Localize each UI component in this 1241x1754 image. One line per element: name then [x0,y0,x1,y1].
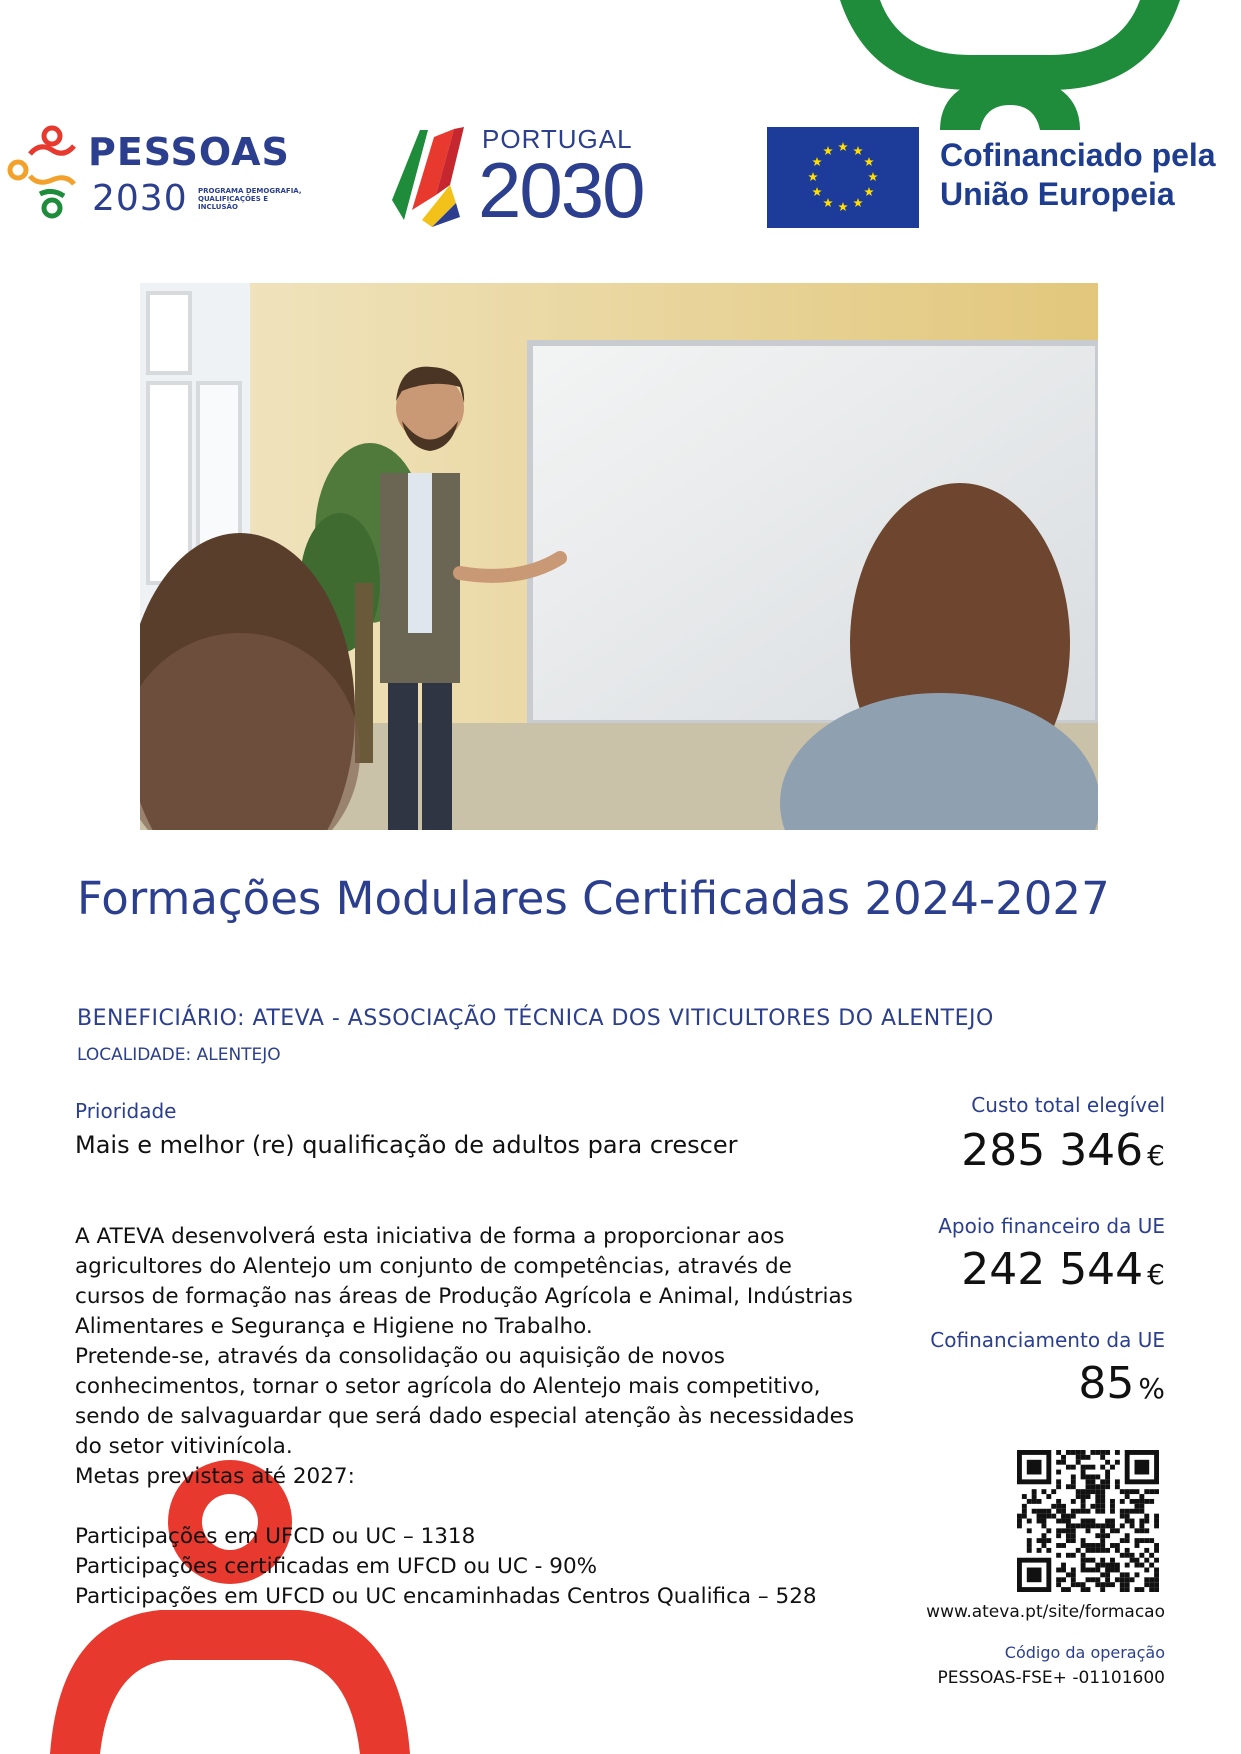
pessoas-logo-year: 2030 [92,178,188,219]
percent-symbol: % [1138,1372,1165,1405]
currency-symbol: € [1147,1139,1165,1172]
eu-support-value [961,1244,1165,1295]
decorative-green-shape [830,0,1190,130]
eu-cofinanced-line1: Cofinanciado pela [940,137,1216,173]
pessoas-logo-word: PESSOAS [88,130,290,174]
description-paragraph: Metas previstas até 2027: [75,1464,355,1489]
goal-item: Participações em UFCD ou UC – 1318 [75,1524,476,1549]
portugal-logo-year: 2030 [478,146,644,234]
total-cost-label: Custo total elegível [971,1093,1165,1117]
operation-code-value: PESSOAS-FSE+ -01101600 [937,1668,1165,1688]
total-cost-value [961,1125,1165,1176]
operation-code-label: Código da operação [1004,1643,1165,1662]
website-link[interactable]: www.ateva.pt/site/formacao [926,1602,1165,1622]
portugal-logo-word: PORTUGAL [482,124,633,154]
description-paragraph: A ATEVA desenvolverá esta iniciativa de forma a proporcionar aos agricultores do Alentejo um conjunto de competências, através de cursos de formação nas áreas de Produção Agrícola e Animal, Indústrias Alimentares e Segurança e Higiene no Trabalho. [75,1224,853,1339]
cofinancing-value [1078,1358,1165,1409]
priority-value: Mais e melhor (re) qualificação de adultos para crescer [75,1131,738,1159]
classroom-photo [140,283,1098,830]
priority-label: Prioridade [75,1099,177,1123]
eu-cofinanced-line2: União Europeia [940,176,1175,212]
total-cost-amount: 285 346 [961,1125,1144,1176]
pessoas-logo-subtitle: PROGRAMA DEMOGRAFIA, QUALIFICAÇÕES E INCLUSÃO [198,187,302,211]
qr-code-icon[interactable] [1017,1450,1159,1592]
beneficiary-line: BENEFICIÁRIO: ATEVA - ASSOCIAÇÃO TÉCNICA DOS VITICULTORES DO ALENTEJO [77,1006,994,1031]
cofinancing-amount: 85 [1078,1358,1135,1409]
page-title: Formações Modulares Certificadas 2024-2027 [77,872,1110,925]
description-block [75,1222,855,1612]
eu-flag-icon [767,127,919,228]
goal-item: Participações em UFCD ou UC encaminhadas Centros Qualifica – 528 [75,1584,817,1609]
locality-line: LOCALIDADE: ALENTEJO [77,1045,281,1065]
goal-item: Participações certificadas em UFCD ou UC - 90% [75,1554,598,1579]
currency-symbol: € [1147,1258,1165,1291]
eu-support-amount: 242 544 [961,1244,1144,1295]
eu-support-label: Apoio financeiro da UE [938,1214,1165,1238]
cofinancing-label: Cofinanciamento da UE [930,1328,1165,1352]
description-paragraph: Pretende-se, através da consolidação ou aquisição de novos conhecimentos, tornar o setor agrícola do Alentejo mais competitivo, sendo de salvaguardar que será dado especial atenção às necessidades do setor vitivinícola. [75,1344,855,1459]
portugal-2030-logo-icon [392,125,482,230]
